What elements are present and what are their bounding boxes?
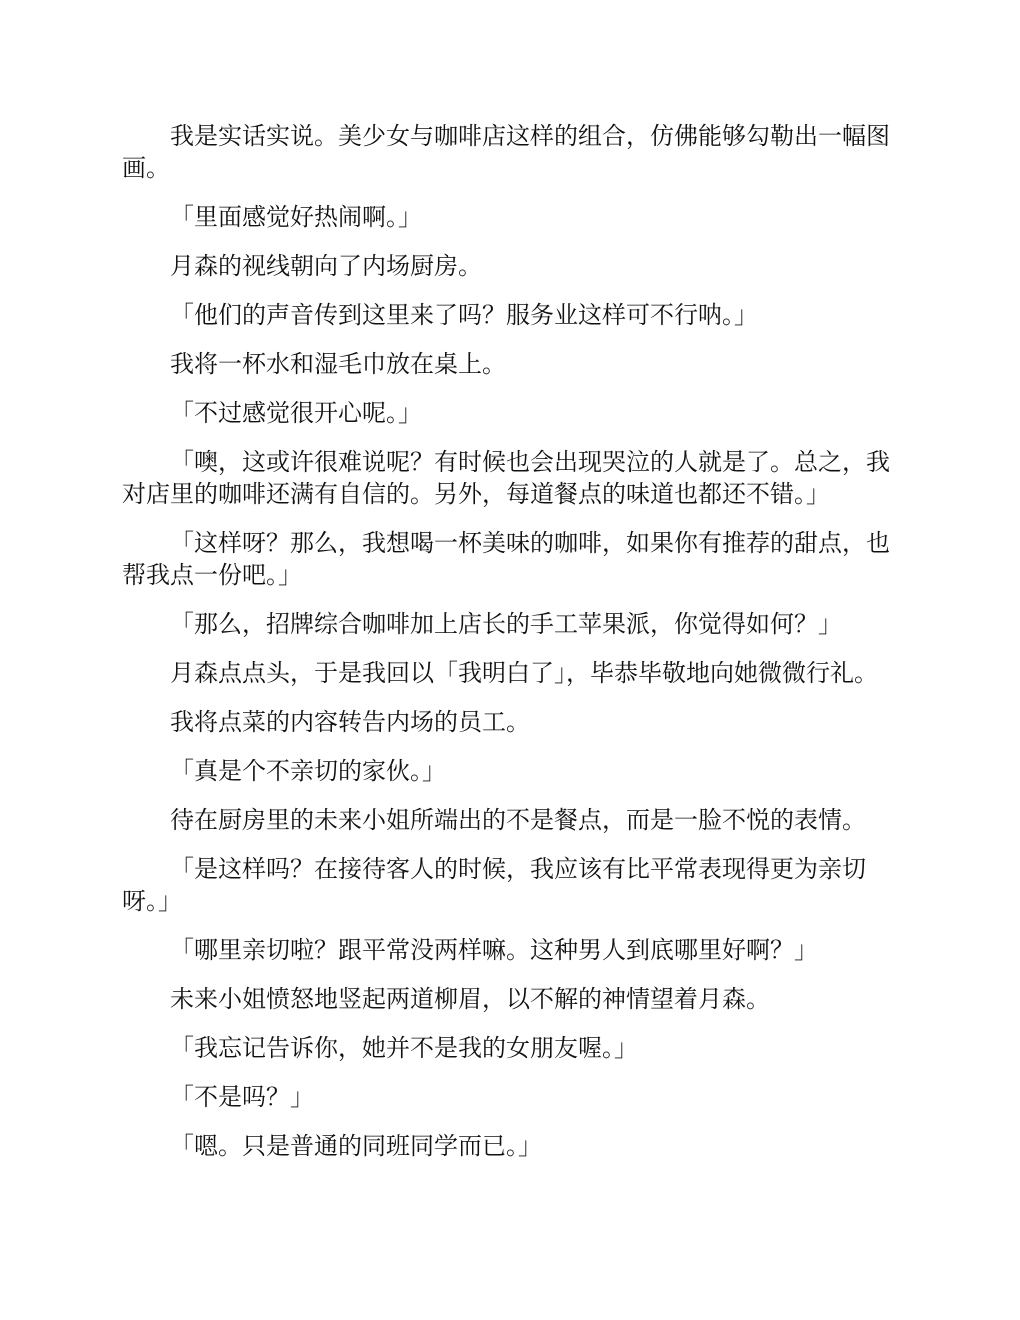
paragraph: 月森点点头，于是我回以「我明白了」，毕恭毕敬地向她微微行礼。 xyxy=(170,659,878,687)
paragraph: 「这样呀？那么，我想喝一杯美味的咖啡，如果你有推荐的甜点，也帮我点一份吧。」 xyxy=(122,529,890,589)
paragraph: 我是实话实说。美少女与咖啡店这样的组合，仿佛能够勾勒出一幅图画。 xyxy=(122,122,890,182)
paragraph: 「我忘记告诉你，她并不是我的女朋友喔。」 xyxy=(170,1034,638,1062)
paragraph: 「真是个不亲切的家伙。」 xyxy=(170,757,446,785)
paragraph: 「嗯。只是普通的同班同学而已。」 xyxy=(170,1132,542,1160)
paragraph: 「他们的声音传到这里来了吗？服务业这样可不行呐。」 xyxy=(170,301,758,329)
document-page xyxy=(122,120,902,1179)
paragraph: 「是这样吗？在接待客人的时候，我应该有比平常表现得更为亲切呀。」 xyxy=(122,855,866,915)
paragraph: 「不是吗？」 xyxy=(170,1083,314,1111)
paragraph: 「里面感觉好热闹啊。」 xyxy=(170,203,422,231)
paragraph: 我将点菜的内容转告内场的员工。 xyxy=(170,708,530,736)
paragraph: 「哪里亲切啦？跟平常没两样嘛。这种男人到底哪里好啊？」 xyxy=(170,936,818,964)
paragraph: 待在厨房里的未来小姐所端出的不是餐点，而是一脸不悦的表情。 xyxy=(170,806,866,834)
paragraph: 「不过感觉很开心呢。」 xyxy=(170,399,422,427)
paragraph: 我将一杯水和湿毛巾放在桌上。 xyxy=(170,350,506,378)
paragraph: 「那么，招牌综合咖啡加上店长的手工苹果派，你觉得如何？」 xyxy=(170,610,842,638)
paragraph: 「噢，这或许很难说呢？有时候也会出现哭泣的人就是了。总之，我对店里的咖啡还满有自信的。另外，每道餐点的味道也都还不错。」 xyxy=(122,448,890,508)
paragraph: 未来小姐愤怒地竖起两道柳眉，以不解的神情望着月森。 xyxy=(170,985,770,1013)
paragraph: 月森的视线朝向了内场厨房。 xyxy=(170,252,482,280)
